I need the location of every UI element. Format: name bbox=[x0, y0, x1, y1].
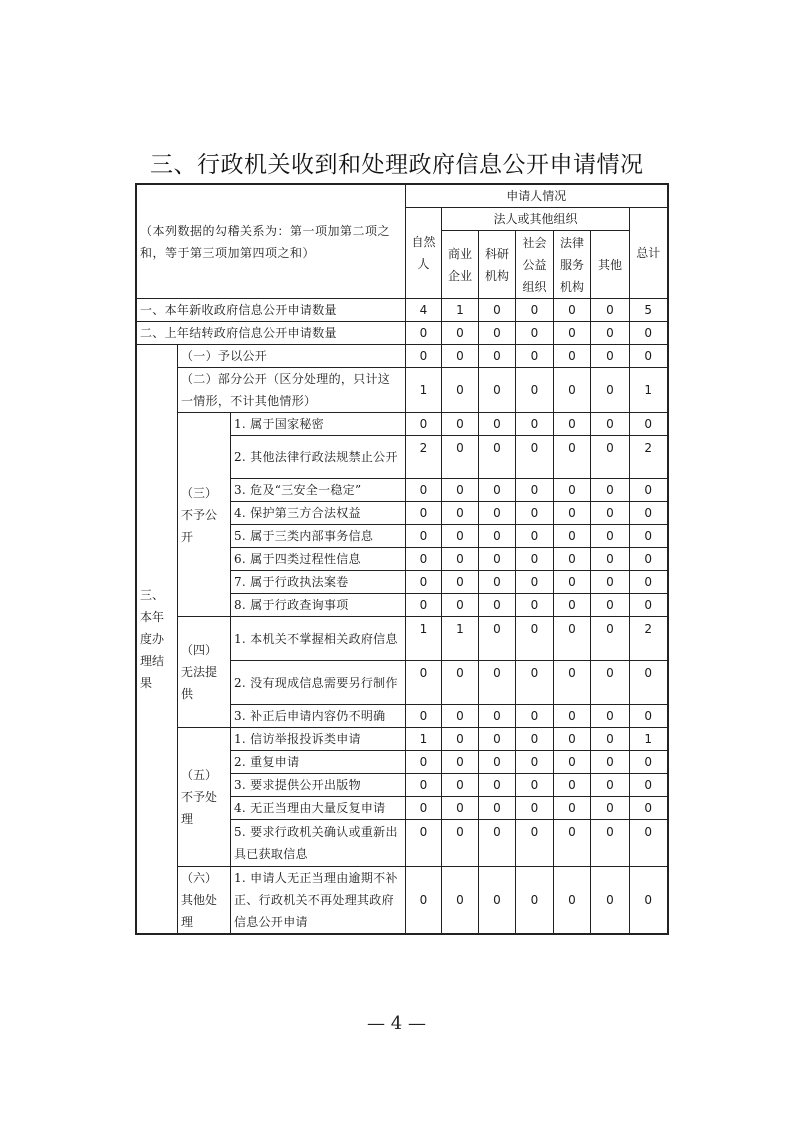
table-cell-value: 0 bbox=[479, 594, 516, 617]
section-title: 三、行政机关收到和处理政府信息公开申请情况 bbox=[150, 152, 644, 178]
table-cell-value: 0 bbox=[406, 820, 442, 867]
row-open bbox=[136, 345, 668, 368]
row-carried-over bbox=[136, 322, 668, 345]
table-cell-value: 0 bbox=[591, 525, 630, 548]
table-cell-value: 0 bbox=[591, 299, 630, 322]
table-cell-value: 0 bbox=[406, 322, 442, 345]
header-legal-service: 法律服务机构 bbox=[554, 231, 591, 299]
group-not-open-label: （三）不予公开 bbox=[178, 413, 231, 617]
table-cell-value: 0 bbox=[554, 661, 591, 705]
table-cell-value: 0 bbox=[479, 751, 516, 774]
table-cell-value: 0 bbox=[516, 594, 554, 617]
table-cell-value: 0 bbox=[591, 797, 630, 820]
table-cell-value: 0 bbox=[442, 322, 479, 345]
table-cell-value: 0 bbox=[554, 299, 591, 322]
table-cell-value: 0 bbox=[406, 867, 442, 935]
table-cell-value: 1 bbox=[442, 617, 479, 661]
table-cell-value: 0 bbox=[591, 728, 630, 751]
table-cell-value: 0 bbox=[516, 479, 554, 502]
table-cell-value: 0 bbox=[516, 525, 554, 548]
row-label: 4. 保护第三方合法权益 bbox=[231, 502, 406, 525]
table-cell-value: 0 bbox=[630, 594, 668, 617]
table-row bbox=[136, 413, 668, 436]
table-cell-value: 0 bbox=[554, 322, 591, 345]
table-cell-value: 0 bbox=[442, 728, 479, 751]
table-cell-value: 1 bbox=[406, 617, 442, 661]
table-cell-value: 0 bbox=[442, 571, 479, 594]
table-cell-value: 0 bbox=[630, 345, 668, 368]
table-cell-value: 0 bbox=[630, 820, 668, 867]
row-label: 5. 要求行政机关确认或重新出具已获取信息 bbox=[231, 820, 406, 867]
table-cell-value: 0 bbox=[406, 774, 442, 797]
header-total: 总计 bbox=[630, 208, 668, 299]
group-unable-label: （四）无法提供 bbox=[178, 617, 231, 728]
table-cell-value: 0 bbox=[554, 548, 591, 571]
table-cell-value: 0 bbox=[516, 571, 554, 594]
table-cell-value: 0 bbox=[630, 774, 668, 797]
table-cell-value: 0 bbox=[630, 479, 668, 502]
table-cell-value: 0 bbox=[479, 661, 516, 705]
table-cell-value: 0 bbox=[479, 525, 516, 548]
table-cell-value: 0 bbox=[442, 751, 479, 774]
table-cell-value: 2 bbox=[406, 436, 442, 479]
table-cell-value: 0 bbox=[406, 345, 442, 368]
table-cell-value: 0 bbox=[554, 479, 591, 502]
header-applicant: 申请人情况 bbox=[406, 184, 668, 208]
row-label: 3. 要求提供公开出版物 bbox=[231, 774, 406, 797]
table-cell-value: 0 bbox=[554, 413, 591, 436]
table-cell-value: 0 bbox=[479, 502, 516, 525]
table-cell-value: 0 bbox=[442, 502, 479, 525]
table-cell-value: 0 bbox=[630, 502, 668, 525]
table-cell-value: 2 bbox=[630, 436, 668, 479]
table-cell-value: 0 bbox=[554, 502, 591, 525]
table-cell-value: 0 bbox=[406, 502, 442, 525]
table-cell-value: 0 bbox=[630, 751, 668, 774]
table-cell-value: 0 bbox=[630, 322, 668, 345]
table-cell-value: 0 bbox=[554, 571, 591, 594]
table-cell-value: 0 bbox=[442, 525, 479, 548]
row-label: 8. 属于行政查询事项 bbox=[231, 594, 406, 617]
table-cell-value: 0 bbox=[442, 774, 479, 797]
table-cell-value: 0 bbox=[406, 661, 442, 705]
table-cell-value: 0 bbox=[516, 548, 554, 571]
table-cell-value: 0 bbox=[442, 548, 479, 571]
row-label: 二、上年结转政府信息公开申请数量 bbox=[136, 322, 406, 345]
table-cell-value: 0 bbox=[442, 436, 479, 479]
row-label: 3. 危及“三安全一稳定” bbox=[231, 479, 406, 502]
row-label: 4. 无正当理由大量反复申请 bbox=[231, 797, 406, 820]
group-other-label: （六）其他处理 bbox=[178, 867, 231, 935]
table-cell-value: 0 bbox=[479, 345, 516, 368]
table-cell-value: 0 bbox=[442, 594, 479, 617]
table-row bbox=[136, 728, 668, 751]
table-cell-value: 0 bbox=[442, 867, 479, 935]
table-cell-value: 0 bbox=[591, 502, 630, 525]
header-other: 其他 bbox=[591, 231, 630, 299]
table-cell-value: 0 bbox=[442, 661, 479, 705]
table-cell-value: 0 bbox=[516, 617, 554, 661]
table-cell-value: 0 bbox=[591, 548, 630, 571]
table-cell-value: 0 bbox=[591, 345, 630, 368]
table-cell-value: 0 bbox=[406, 571, 442, 594]
table-cell-value: 0 bbox=[516, 345, 554, 368]
header-business: 商业企业 bbox=[442, 231, 479, 299]
table-cell-value: 5 bbox=[630, 299, 668, 322]
table-row bbox=[136, 617, 668, 661]
table-cell-value: 0 bbox=[406, 479, 442, 502]
page-number: — 4 — bbox=[367, 1013, 426, 1034]
application-table bbox=[135, 183, 669, 935]
group-no-process-label: （五）不予处理 bbox=[178, 728, 231, 867]
table-cell-value: 0 bbox=[591, 617, 630, 661]
row-label: 一、本年新收政府信息公开申请数量 bbox=[136, 299, 406, 322]
table-cell-value: 0 bbox=[554, 820, 591, 867]
row-label: 2. 没有现成信息需要另行制作 bbox=[231, 661, 406, 705]
table-cell-value: 0 bbox=[516, 774, 554, 797]
table-cell-value: 0 bbox=[630, 571, 668, 594]
table-cell-value: 0 bbox=[479, 774, 516, 797]
table-cell-value: 0 bbox=[630, 661, 668, 705]
table-cell-value: 0 bbox=[591, 867, 630, 935]
table-cell-value: 0 bbox=[554, 436, 591, 479]
table-cell-value: 1 bbox=[630, 368, 668, 413]
table-cell-value: 0 bbox=[406, 797, 442, 820]
row-label: 2. 其他法律行政法规禁止公开 bbox=[231, 436, 406, 479]
table-cell-value: 0 bbox=[554, 797, 591, 820]
table-cell-value: 0 bbox=[442, 479, 479, 502]
header-social: 社会公益组织 bbox=[516, 231, 554, 299]
table-cell-value: 0 bbox=[516, 413, 554, 436]
table-cell-value: 0 bbox=[479, 617, 516, 661]
table-cell-value: 0 bbox=[554, 728, 591, 751]
table-cell-value: 0 bbox=[516, 820, 554, 867]
table-cell-value: 0 bbox=[554, 867, 591, 935]
table-cell-value: 0 bbox=[516, 751, 554, 774]
table-cell-value: 0 bbox=[442, 345, 479, 368]
table-cell-value: 0 bbox=[479, 479, 516, 502]
table-cell-value: 0 bbox=[406, 594, 442, 617]
table-cell-value: 0 bbox=[516, 436, 554, 479]
table-cell-value: 0 bbox=[630, 525, 668, 548]
table-cell-value: 0 bbox=[406, 751, 442, 774]
row-label: （二）部分公开（区分处理的，只计这一情形，不计其他情形） bbox=[178, 368, 406, 413]
table-cell-value: 0 bbox=[554, 525, 591, 548]
header-research: 科研机构 bbox=[479, 231, 516, 299]
row-label: 5. 属于三类内部事务信息 bbox=[231, 525, 406, 548]
table-cell-value: 0 bbox=[591, 594, 630, 617]
table-cell-value: 0 bbox=[591, 820, 630, 867]
table-row bbox=[136, 867, 668, 935]
row-partial bbox=[136, 368, 668, 413]
table-cell-value: 0 bbox=[479, 436, 516, 479]
table-cell-value: 0 bbox=[479, 413, 516, 436]
row-label: 1. 属于国家秘密 bbox=[231, 413, 406, 436]
table-cell-value: 0 bbox=[479, 571, 516, 594]
table-cell-value: 0 bbox=[554, 368, 591, 413]
table-cell-value: 0 bbox=[554, 345, 591, 368]
header-note: （本列数据的勾稽关系为：第一项加第二项之和，等于第三项加第四项之和） bbox=[136, 184, 406, 299]
table-cell-value: 0 bbox=[591, 661, 630, 705]
table-cell-value: 0 bbox=[442, 797, 479, 820]
table-cell-value: 0 bbox=[554, 774, 591, 797]
table-cell-value: 0 bbox=[630, 797, 668, 820]
table-cell-value: 0 bbox=[516, 797, 554, 820]
table-cell-value: 0 bbox=[554, 617, 591, 661]
table-cell-value: 4 bbox=[406, 299, 442, 322]
row-label: 1. 申请人无正当理由逾期不补正、行政机关不再处理其政府信息公开申请 bbox=[231, 867, 406, 935]
row-label: 3. 补正后申请内容仍不明确 bbox=[231, 705, 406, 728]
table-cell-value: 0 bbox=[554, 751, 591, 774]
table-cell-value: 0 bbox=[479, 299, 516, 322]
table-cell-value: 0 bbox=[516, 299, 554, 322]
row-label: （一）予以公开 bbox=[178, 345, 406, 368]
table-cell-value: 0 bbox=[554, 594, 591, 617]
table-cell-value: 0 bbox=[516, 502, 554, 525]
table-cell-value: 0 bbox=[406, 548, 442, 571]
header-natural-person-label: 自然人 bbox=[411, 235, 436, 271]
table-cell-value: 0 bbox=[591, 571, 630, 594]
table-cell-value: 0 bbox=[479, 705, 516, 728]
table-cell-value: 0 bbox=[442, 413, 479, 436]
table-cell-value: 0 bbox=[516, 322, 554, 345]
table-cell-value: 1 bbox=[406, 368, 442, 413]
table-cell-value: 0 bbox=[442, 705, 479, 728]
table-cell-value: 0 bbox=[591, 413, 630, 436]
table-cell-value: 0 bbox=[516, 368, 554, 413]
table-cell-value: 0 bbox=[479, 322, 516, 345]
table-cell-value: 0 bbox=[630, 413, 668, 436]
table-cell-value: 0 bbox=[479, 797, 516, 820]
table-cell-value: 0 bbox=[406, 413, 442, 436]
table-cell-value: 0 bbox=[406, 705, 442, 728]
table-cell-value: 0 bbox=[406, 525, 442, 548]
table-cell-value: 0 bbox=[516, 867, 554, 935]
table-cell-value: 0 bbox=[554, 705, 591, 728]
results-group-label: 三、本年度办理结果 bbox=[136, 345, 178, 935]
table-cell-value: 1 bbox=[406, 728, 442, 751]
table-cell-value: 0 bbox=[591, 751, 630, 774]
table-cell-value: 1 bbox=[630, 728, 668, 751]
header-legal-group: 法人或其他组织 bbox=[442, 208, 630, 231]
table-cell-value: 0 bbox=[479, 728, 516, 751]
table-cell-value: 0 bbox=[479, 548, 516, 571]
table-cell-value: 0 bbox=[591, 774, 630, 797]
table-cell-value: 0 bbox=[479, 867, 516, 935]
table-cell-value: 0 bbox=[591, 322, 630, 345]
table-cell-value: 0 bbox=[442, 820, 479, 867]
row-new-applications bbox=[136, 299, 668, 322]
table-cell-value: 0 bbox=[591, 479, 630, 502]
table-cell-value: 0 bbox=[591, 436, 630, 479]
table-cell-value: 1 bbox=[442, 299, 479, 322]
row-label: 1. 本机关不掌握相关政府信息 bbox=[231, 617, 406, 661]
table-cell-value: 2 bbox=[630, 617, 668, 661]
table-cell-value: 0 bbox=[591, 705, 630, 728]
table-cell-value: 0 bbox=[516, 705, 554, 728]
table-cell-value: 0 bbox=[479, 820, 516, 867]
table-cell-value: 0 bbox=[516, 728, 554, 751]
table-cell-value: 0 bbox=[442, 368, 479, 413]
table-cell-value: 0 bbox=[630, 705, 668, 728]
row-label: 1. 信访举报投诉类申请 bbox=[231, 728, 406, 751]
table-cell-value: 0 bbox=[516, 661, 554, 705]
table-cell-value: 0 bbox=[479, 368, 516, 413]
row-label: 2. 重复申请 bbox=[231, 751, 406, 774]
table-cell-value: 0 bbox=[591, 368, 630, 413]
header-natural-person bbox=[406, 208, 442, 299]
table-cell-value: 0 bbox=[630, 867, 668, 935]
row-label: 6. 属于四类过程性信息 bbox=[231, 548, 406, 571]
row-label: 7. 属于行政执法案卷 bbox=[231, 571, 406, 594]
table-cell-value: 0 bbox=[630, 548, 668, 571]
